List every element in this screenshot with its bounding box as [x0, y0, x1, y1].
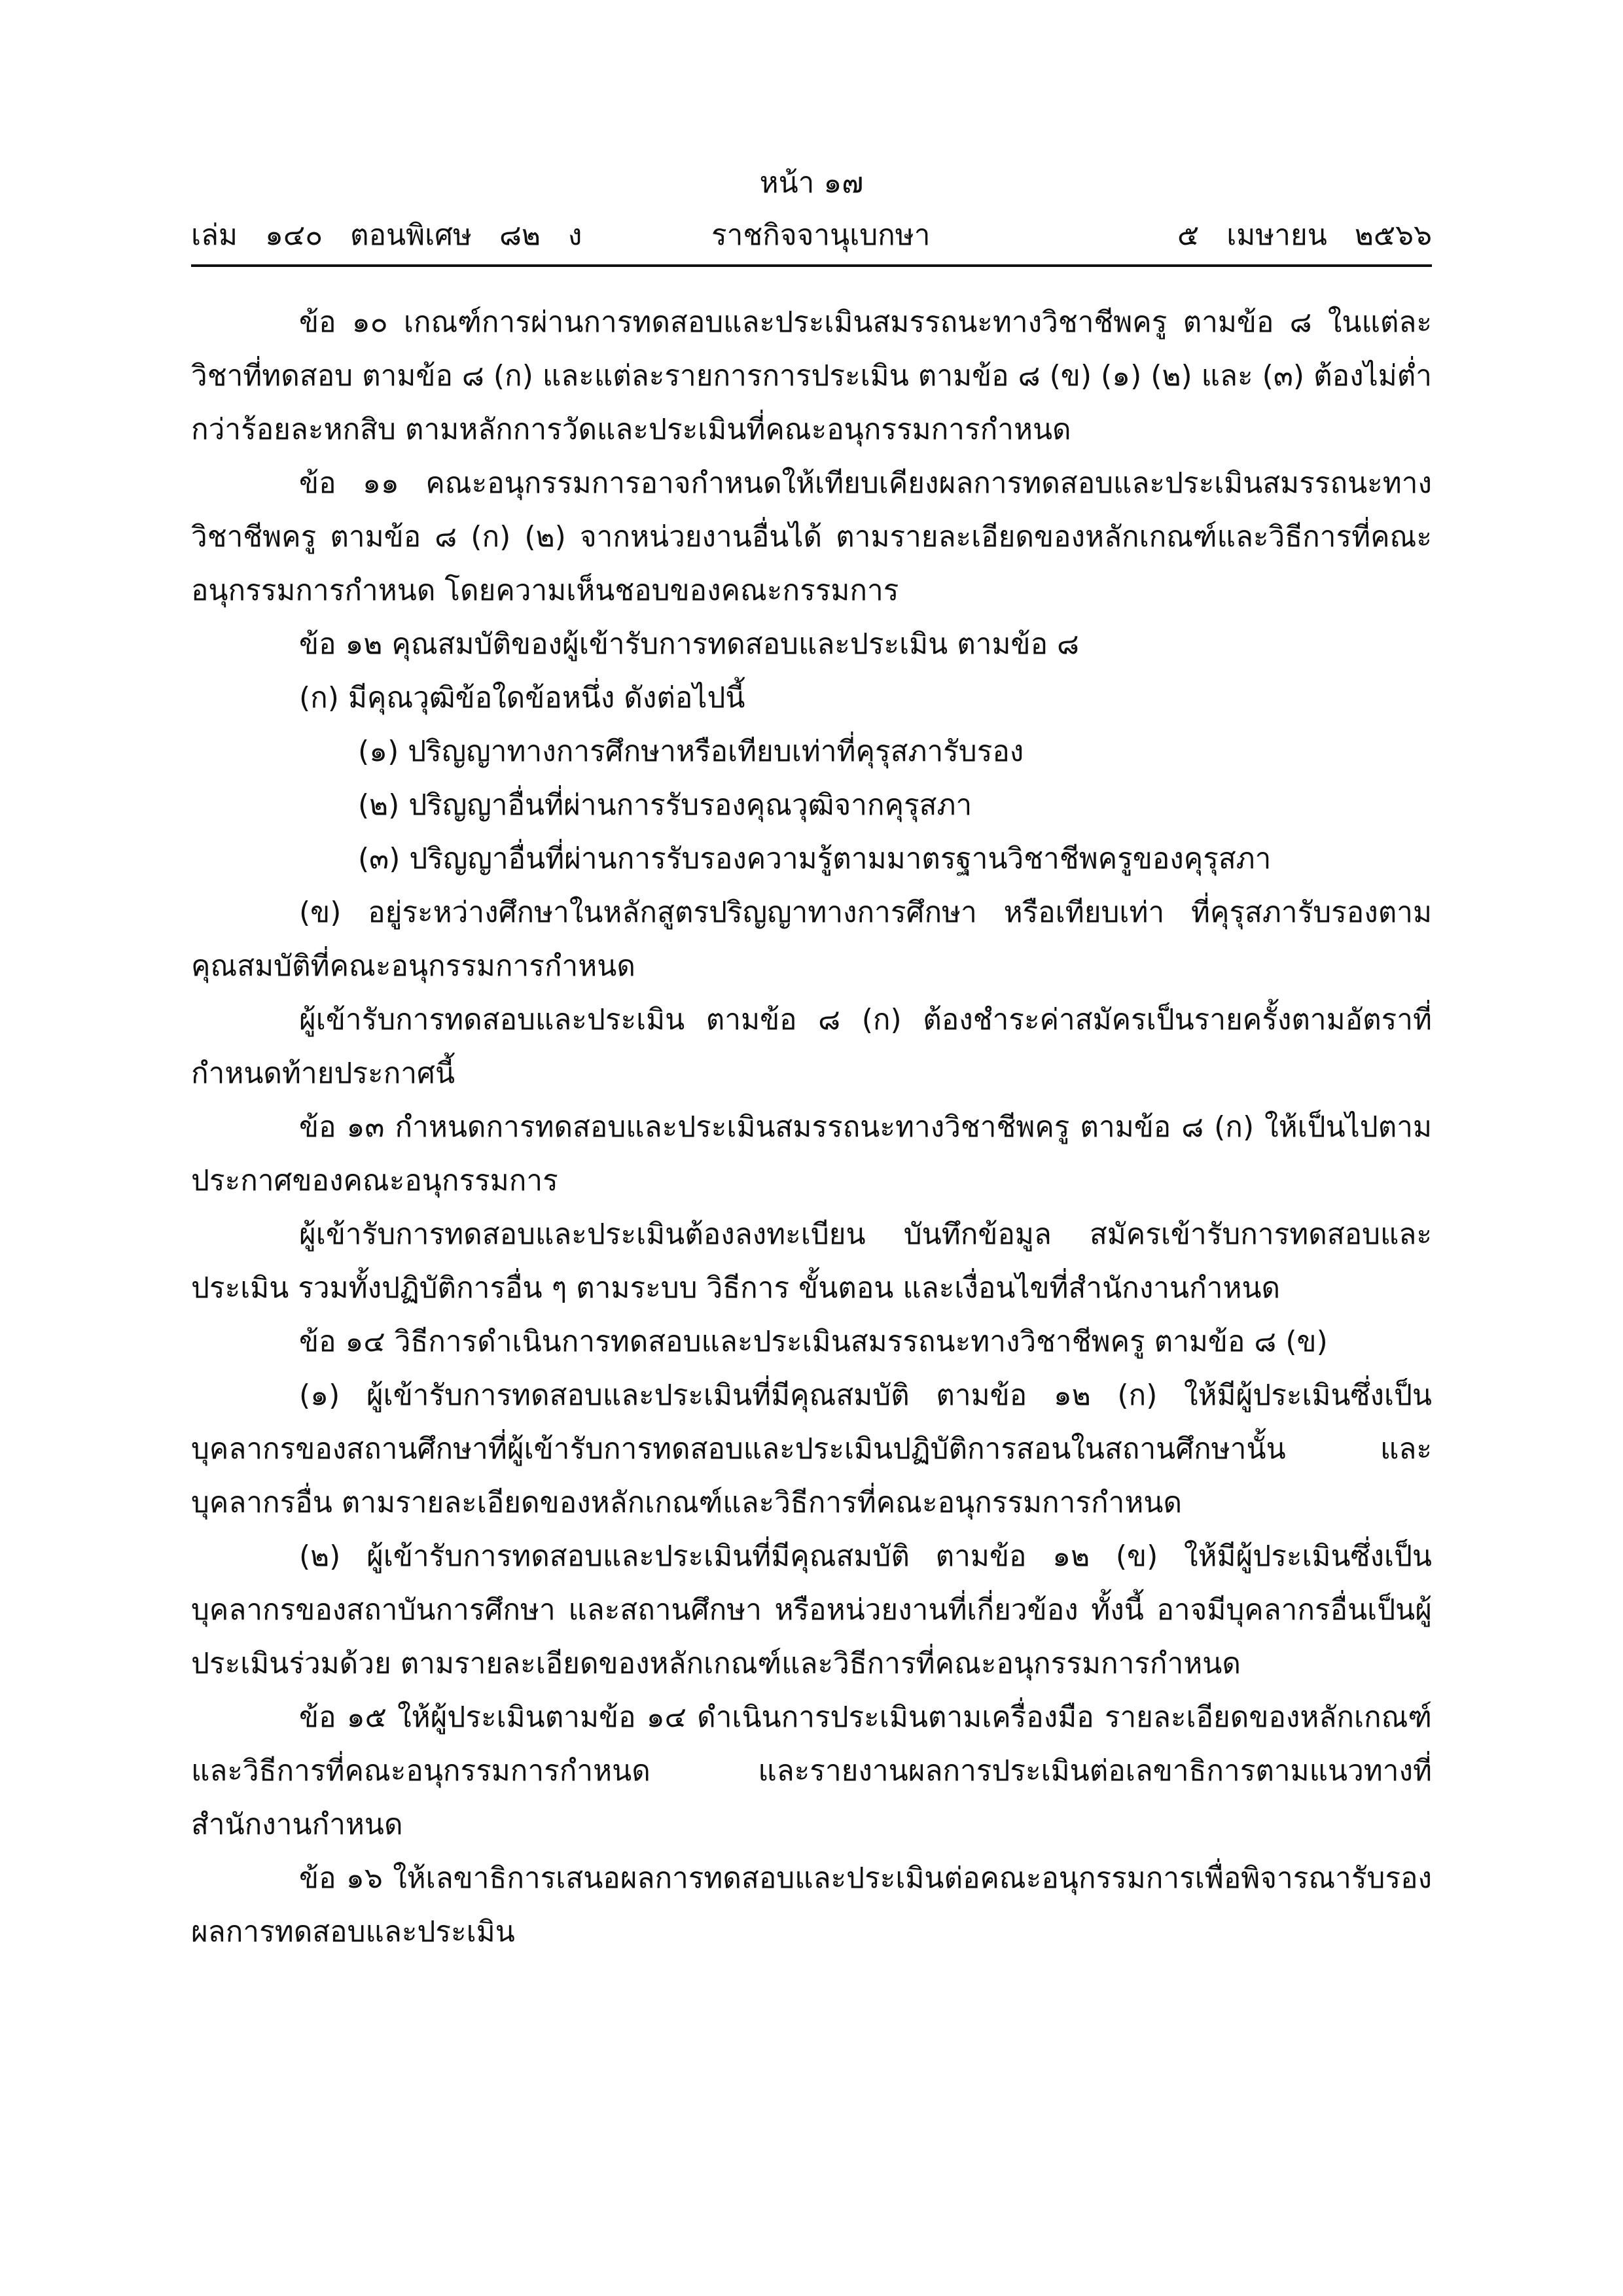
clause-12-b: (ข) อยู่ระหว่างศึกษาในหลักสูตรปริญญาทางการศึกษา หรือเทียบเท่า ที่คุรุสภารับรองตามคุณสมบัติที่คณะอนุกรรมการกำหนด — [191, 896, 1432, 983]
document-body — [191, 296, 1432, 1959]
clause-12-a-3: (๓) ปริญญาอื่นที่ผ่านการรับรองความรู้ตามมาตรฐานวิชาชีพครูของคุรุสภา — [358, 842, 1272, 875]
publication-date: ๕ เมษายน ๒๕๖๖ — [1177, 219, 1432, 252]
clause-13: ข้อ ๑๓ กำหนดการทดสอบและประเมินสมรรถนะทางวิชาชีพครู ตามข้อ ๘ (ก) ให้เป็นไปตามประกาศของคณะอนุกรรมการ — [191, 1110, 1432, 1197]
clause-11: ข้อ ๑๑ คณะอนุกรรมการอาจกำหนดให้เทียบเคียงผลการทดสอบและประเมินสมรรถนะทางวิชาชีพครู ตามข้อ ๘ (ก) (๒) จากหน่วยงานอื่นได้ ตามรายละเอียดของหลักเกณฑ์และวิธีการที่คณะอนุกรรมการกำหนด โดยความเห็นชอบของคณะกรรมการ — [191, 467, 1432, 607]
header-divider — [191, 264, 1432, 267]
clause-12-a-1: (๑) ปริญญาทางการศึกษาหรือเทียบเท่าที่คุรุสภารับรอง — [358, 735, 1024, 768]
clause-14-2: (๒) ผู้เข้ารับการทดสอบและประเมินที่มีคุณสมบัติ ตามข้อ ๑๒ (ข) ให้มีผู้ประเมินซึ่งเป็นบุคลากรของสถาบันการศึกษา และสถานศึกษา หรือหน่วยงานที่เกี่ยวข้อง ทั้งนี้ อาจมีบุคลากรอื่นเป็นผู้ประเมินร่วมด้วย ตามรายละเอียดของหลักเกณฑ์และวิธีการที่คณะอนุกรรมการกำหนด — [191, 1540, 1432, 1680]
clause-15: ข้อ ๑๕ ให้ผู้ประเมินตามข้อ ๑๔ ดำเนินการประเมินตามเครื่องมือ รายละเอียดของหลักเกณฑ์และวิธีการที่คณะอนุกรรมการกำหนด และรายงานผลการประเมินต่อเลขาธิการตามแนวทางที่สำนักงานกำหนด — [191, 1701, 1432, 1841]
clause-10: ข้อ ๑๐ เกณฑ์การผ่านการทดสอบและประเมินสมรรถนะทางวิชาชีพครู ตามข้อ ๘ ในแต่ละวิชาที่ทดสอบ ตามข้อ ๘ (ก) และแต่ละรายการการประเมิน ตามข้อ ๘ (ข) (๑) (๒) และ (๓) ต้องไม่ต่ำกว่าร้อยละหกสิบ ตามหลักการวัดและประเมินที่คณะอนุกรรมการกำหนด — [191, 306, 1432, 446]
page-number: หน้า ๑๗ — [759, 166, 864, 200]
volume-info: เล่ม ๑๔๐ ตอนพิเศษ ๘๒ ง — [191, 219, 582, 252]
clause-14-1: (๑) ผู้เข้ารับการทดสอบและประเมินที่มีคุณสมบัติ ตามข้อ ๑๒ (ก) ให้มีผู้ประเมินซึ่งเป็นบุคลากรของสถานศึกษาที่ผู้เข้ารับการทดสอบและประเมินปฏิบัติการสอนในสถานศึกษานั้น และบุคลากรอื่น ตามรายละเอียดของหลักเกณฑ์และวิธีการที่คณะอนุกรรมการกำหนด — [191, 1379, 1432, 1519]
clause-12-a: (ก) มีคุณวุฒิข้อใดข้อหนึ่ง ดังต่อไปนี้ — [299, 681, 745, 715]
clause-13-registration: ผู้เข้ารับการทดสอบและประเมินต้องลงทะเบียน บันทึกข้อมูล สมัครเข้ารับการทดสอบและประเมิน รวมทั้งปฏิบัติการอื่น ๆ ตามระบบ วิธีการ ขั้นตอน และเงื่อนไขที่สำนักงานกำหนด — [191, 1218, 1432, 1305]
clause-14: ข้อ ๑๔ วิธีการดำเนินการทดสอบและประเมินสมรรถนะทางวิชาชีพครู ตามข้อ ๘ (ข) — [299, 1325, 1328, 1358]
clause-16: ข้อ ๑๖ ให้เลขาธิการเสนอผลการทดสอบและประเมินต่อคณะอนุกรรมการเพื่อพิจารณารับรองผลการทดสอบและประเมิน — [191, 1862, 1432, 1949]
clause-12-fee: ผู้เข้ารับการทดสอบและประเมิน ตามข้อ ๘ (ก) ต้องชำระค่าสมัครเป็นรายครั้งตามอัตราที่กำหนดท้ายประกาศนี้ — [191, 1003, 1432, 1090]
clause-12: ข้อ ๑๒ คุณสมบัติของผู้เข้ารับการทดสอบและประเมิน ตามข้อ ๘ — [299, 627, 1079, 661]
publication-title: ราชกิจจานุเบกษา — [711, 219, 931, 252]
gazette-header — [191, 213, 1432, 258]
clause-12-a-2: (๒) ปริญญาอื่นที่ผ่านการรับรองคุณวุฒิจากคุรุสภา — [358, 788, 972, 822]
